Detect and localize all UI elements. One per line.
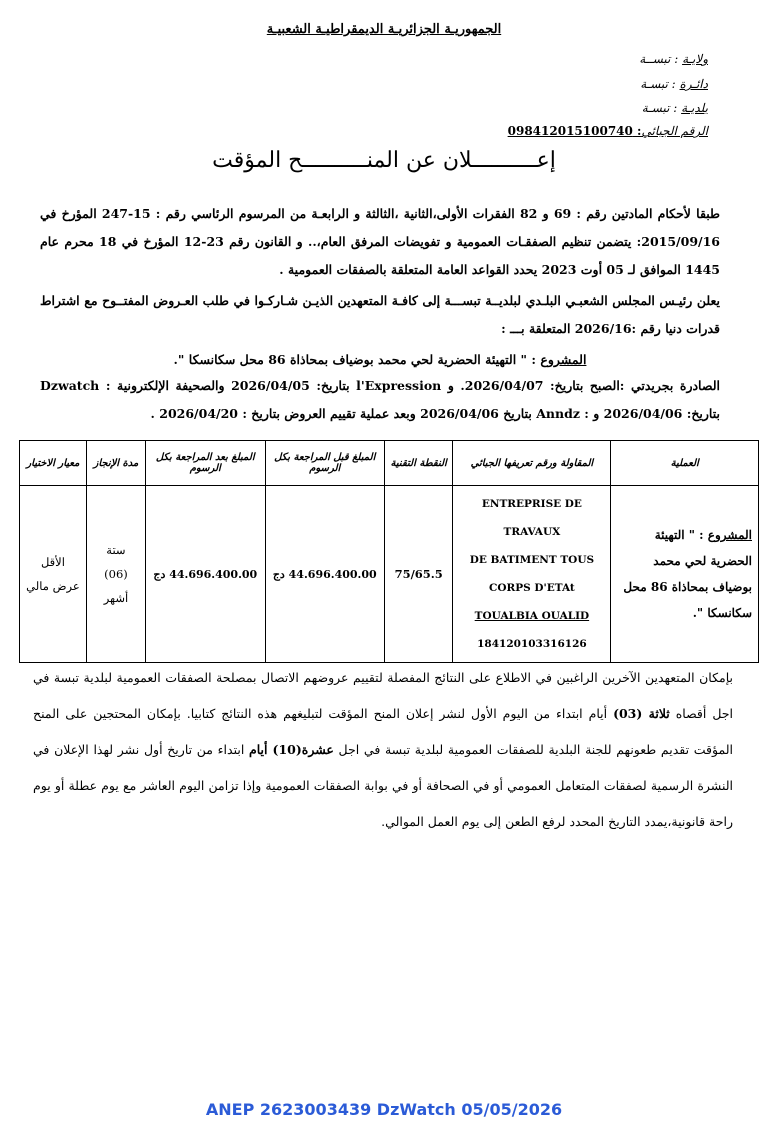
anep-reference: ANEP 2623003439 DzWatch 05/05/2026 [205,1100,563,1119]
operation-description: : " التهيئة الحضرية لحي محمد بوضياف بمحاذاة 86 محل سكانسكا ". [623,528,752,620]
header-operation: العملية [611,441,759,486]
appeal-text-1: بإمكان المتعهدين الآخرين الراغبين في الاطلاع على النتائج المفصلة لتقييم عروضهم الاتصال بمصلحة الصفقات العمومية لبلدية تبسة في اجل أقصاه [33,670,733,721]
project-line [80,346,680,374]
cell-amount-before [265,486,384,663]
wilaya-value: : تبســة [639,52,683,66]
duration-number: (06) [104,567,128,581]
daira-value: : تبسـة [640,77,680,91]
appeal-text-2: أيام ابتداء من اليوم الأول لنشر إعلان المنح المؤقت لتبليغهم هذه النتائج كتابيا. بإمكان المحتجين على المنح المؤقت تقديم طعونهم للجنة البلدية للصفقات العمومية لبلدية تبسة في اجل [33,706,733,757]
amount-before: 44.696.400.00 دج [272,568,377,581]
duration-unit: أشهر [103,591,129,605]
criterion-line-1: الأقل [40,555,65,569]
cell-amount-after [146,486,265,663]
table-header-row [20,441,759,486]
operation-text [617,522,752,626]
republic-heading: الجمهوريـة الجزائريـة الديمقراطيـة الشعبيـة [266,22,502,37]
header-technical-score: النقطة التقنية [384,441,452,486]
daira-line [640,77,708,91]
wilaya-line [639,52,708,66]
technical-score: 75/65.5 [394,567,443,581]
announcement-paragraph [40,287,720,343]
cell-operation [611,486,759,663]
commune-label: بلديـة [681,101,708,115]
header-criterion: معيار الاختيار [20,441,87,486]
header-duration: مدة الإنجاز [86,441,145,486]
enterprise-name: TOUALBIA OUALID [474,610,590,622]
cell-enterprise [453,486,611,663]
enterprise-line-2: DE BATIMENT TOUS [469,554,595,566]
appeal-days-consult: ثلاثة (03) [613,706,670,721]
criterion-text [26,550,80,598]
daira-label: دائـرة [679,77,708,91]
header-amount-after: المبلغ بعد المراجعة بكل الرسوم [146,441,265,486]
commune-line [642,101,708,115]
project-text: : " التهيئة الحضرية لحي محمد بوضياف بمحاذاة 86 محل سكانسكا ". [173,352,541,367]
cell-criterion [20,486,87,663]
page-title: إعــــــــــلان عن المنــــــــــح المؤقت [212,148,556,173]
fiscal-value: : 098412015100740 [507,124,642,138]
header-enterprise: المقاولة ورقم تعريفها الجبائي [453,441,611,486]
appeal-text [33,660,733,840]
cell-duration [86,486,145,663]
enterprise-line-1: ENTREPRISE DE TRAVAUX [481,498,582,538]
legal-basis-paragraph [40,200,720,284]
enterprise-fiscal-number: 184120103316126 [477,638,587,650]
appeal-paragraph [33,660,733,840]
duration-text [93,538,139,610]
amount-after: 44.696.400.00 دج [153,568,258,581]
announcement-text: يعلن رئيـس المجلس الشعبـي البلـدي لبلديــة تبســـة إلى كافـة المتعهدين الذيـن شـاركـوا في طلب العـروض المفتــوح مع اشتراط قدرات دنيا رقم :2026/16 المتعلقة بـــ : [40,293,720,336]
appeal-text-3: ابتداء من تاريخ أول نشر لهذا الإعلان في النشرة الرسمية لصفقات المتعامل العمومي أو في الصحافة أو في بوابة الصفقات العمومية وإذا تزامن اليوم العاشر مع يوم عطلة أو يوم راحة قانونية،يمدد التاريخ المحدد لرفع الطعن إلى يوم العمل الموالي. [33,742,733,829]
header-amount-before: المبلغ قبل المراجعة بكل الرسوم [265,441,384,486]
wilaya-label: ولايـة [682,52,708,66]
publication-paragraph [40,372,720,428]
fiscal-label: الرقم الجبائي [641,124,708,138]
operation-label: المشروع [707,528,752,542]
enterprise-line-3: CORPS D'ETAt [489,582,575,594]
fiscal-line [508,124,708,138]
project-label: المشروع [540,352,587,367]
duration-word: ستة [106,543,126,557]
criterion-line-2: عرض مالي [26,579,80,593]
appeal-days-appeal: عشرة(10) أيام [249,742,334,757]
enterprise-text [459,490,604,658]
cell-technical-score [384,486,452,663]
table-row [20,486,759,663]
publication-text: الصادرة بجريدتي :الصبح بتاريخ: 2026/04/07. و l'Expression بتاريخ: 2026/04/05 والصحيفة الإلكترونية : Dzwatch بتاريخ: 2026/04/06 و : Anndz بتاريخ 2026/04/06 وبعد عملية تقييم العروض بتاريخ : 2026/04/20 . [40,378,720,421]
award-table [19,440,759,663]
commune-value: : تبسـة [641,101,682,115]
legal-basis-text: طبقا لأحكام المادتين رقم : 69 و 82 الفقرات الأولى،الثانية ،الثالثة و الرابعـة من المرسوم الرئاسي رقم : 15-247 المؤرخ في 2015/09/16: يتضمن تنظيم الصفقـات العمومية و تفويضات المرفق العام،.. و القانون رقم 23-12 المؤرخ في 18 محرم عام 1445 الموافق لـ 05 أوت 2023 يحدد القواعد العامة المتعلقة بالصفقات العمومية . [40,206,720,277]
